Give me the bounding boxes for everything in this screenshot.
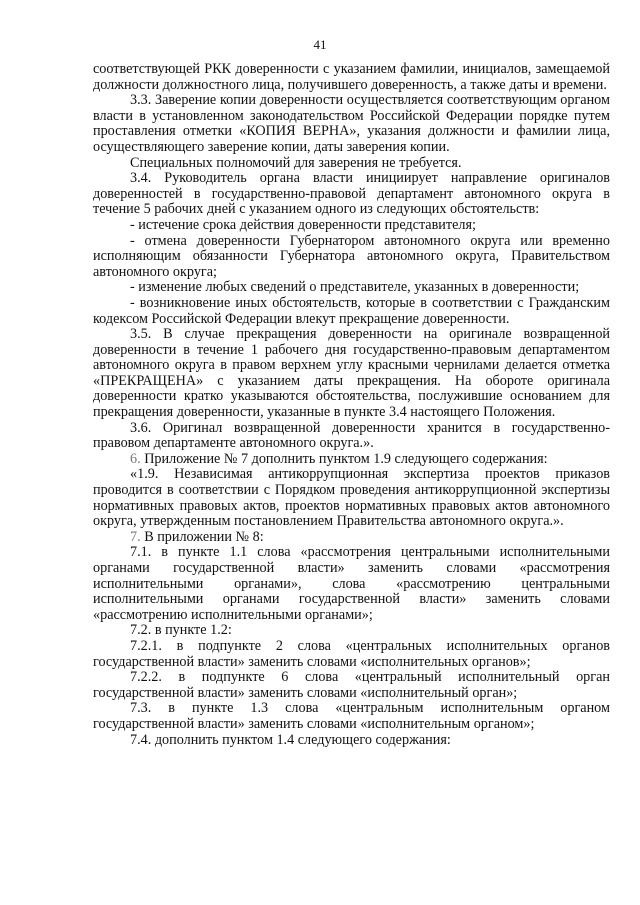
paragraph-text: 7.2. в пункте 1.2:: [130, 622, 232, 639]
paragraph: [93, 467, 610, 529]
paragraph: [93, 452, 610, 468]
paragraph: [93, 545, 610, 623]
paragraph: [93, 156, 610, 172]
paragraph-text: 7.2.2. в подпункте 6 слова «центральный исполнительный орган государственной власти» заменить словами «исполнительный орган»;: [93, 669, 610, 701]
paragraph: [93, 93, 610, 155]
item-number: 7.: [130, 528, 141, 545]
paragraph-text: 3.6. Оригинал возвращенной доверенности хранится в государственно-правовом департаменте автономного округа.».: [93, 419, 610, 452]
paragraph-text: 7.1. в пункте 1.1 слова «рассмотрения центральными исполнительными органами государственной власти» заменить словами «рассмотрения исполнительными органами», слова «рассмотрению центральными исполнительными органами государственной власти» заменить словами «рассмотрению исполнительными органами»;: [93, 544, 610, 623]
paragraph: [93, 421, 610, 452]
paragraph: [93, 623, 610, 639]
paragraph: [93, 327, 610, 421]
paragraph-text: 7.4. дополнить пунктом 1.4 следующего содержания:: [130, 731, 451, 748]
paragraph-text: 7.3. в пункте 1.3 слова «центральным исполнительным органом государственной власти» заменить словами «исполнительным органом»;: [93, 700, 610, 732]
page-number: 41: [313, 37, 327, 52]
paragraph: [93, 62, 610, 93]
paragraph: [93, 701, 610, 732]
paragraph-text: соответствующей РКК доверенности с указанием фамилии, инициалов, замещаемой должности должностного лица, получившего доверенность, а также даты и времени.: [93, 61, 610, 93]
paragraph-text: - изменение любых сведений о представителе, указанных в доверенности;: [130, 279, 580, 296]
item-number: 6.: [130, 450, 141, 467]
paragraph-text: 3.4. Руководитель органа власти инициирует направление оригиналов доверенностей в государственно-правовой департамент автономного округа в течение 5 рабочих дней с указанием одного из следующих обстоятельств:: [93, 170, 610, 218]
paragraph: [93, 218, 610, 234]
paragraph: [93, 530, 610, 546]
paragraph-text: В приложении № 8:: [140, 528, 264, 545]
paragraph: [93, 171, 610, 218]
paragraph: [93, 639, 610, 670]
paragraph-text: - отмена доверенности Губернатором автономного округа или временно исполняющим обязанности Губернатора автономного округа, Правительством автономного округа;: [93, 232, 610, 280]
paragraph-text: 3.3. Заверение копии доверенности осуществляется соответствующим органом власти в установленном законодательством Российской Федерации порядке путем проставления отметки «КОПИЯ ВЕРНА», указания должности и фамилии лица, осуществляющего заверение копии, даты заверения копии.: [93, 92, 610, 155]
paragraph-text: - возникновение иных обстоятельств, которые в соответствии с Гражданским кодексом Российской Федерации влекут прекращение доверенности.: [93, 294, 610, 327]
paragraph: [93, 733, 610, 749]
paragraph: [93, 670, 610, 701]
paragraph: [93, 234, 610, 281]
paragraph-text: 3.5. В случае прекращения доверенности на оригинале возвращенной доверенности в течение 1 рабочего дня государственно-правовым департаментом автономного округа в правом верхнем углу красными чернилами делается отметка «ПРЕКРАЩЕНА» с указанием даты прекращения. На обороте оригинала доверенности кратко указываются обстоятельства, послужившие основанием для прекращения доверенности, указанные в пункте 3.4 настоящего Положения.: [93, 326, 610, 421]
paragraph-text: Приложение № 7 дополнить пунктом 1.9 следующего содержания:: [140, 450, 548, 467]
document-body: [93, 62, 610, 748]
paragraph-text: Специальных полномочий для заверения не требуется.: [130, 154, 462, 171]
paragraph-text: 7.2.1. в подпункте 2 слова «центральных исполнительных органов государственной власти» заменить словами «исполнительных органов»;: [93, 637, 610, 670]
paragraph: [93, 280, 610, 296]
paragraph: [93, 296, 610, 327]
paragraph-text: - истечение срока действия доверенности представителя;: [130, 216, 476, 233]
paragraph-text: «1.9. Независимая антикоррупционная экспертиза проектов приказов проводится в соответствии с Порядком проведения антикоррупционной экспертизы нормативных правовых актов, проектов нормативных правовых актов автономного округа, утвержденным постановлением Правительства автономного округа.».: [93, 466, 610, 530]
